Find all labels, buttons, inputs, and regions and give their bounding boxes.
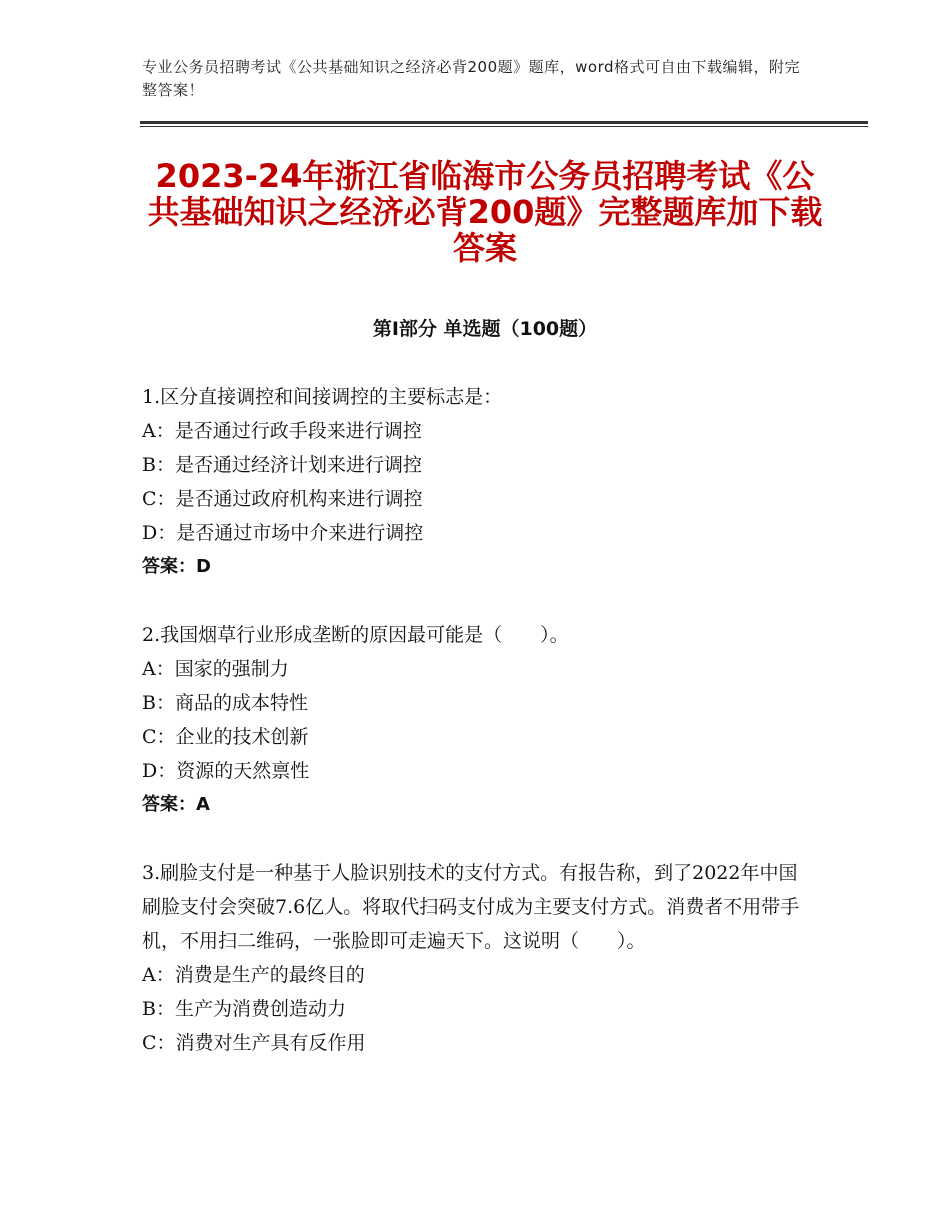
question-stem: 2.我国烟草行业形成垄断的原因最可能是（ ）。 bbox=[142, 624, 569, 646]
option-d: D：是否通过市场中介来进行调控 bbox=[142, 522, 424, 544]
question-list bbox=[142, 380, 802, 1094]
question-stem: 1.区分直接调控和间接调控的主要标志是： bbox=[142, 386, 503, 408]
question-stem: 3.刷脸支付是一种基于人脸识别技术的支付方式。有报告称，到了2022年中国刷脸支付会突破7.6亿人。将取代扫码支付成为主要支付方式。消费者不用带手机，不用扫二维码，一张脸即可走遍天下。这说明（ ）。 bbox=[142, 862, 800, 952]
option-a: A：是否通过行政手段来进行调控 bbox=[142, 420, 422, 442]
option-b: B：是否通过经济计划来进行调控 bbox=[142, 454, 422, 476]
section-heading: 第Ⅰ部分 单选题（100题） bbox=[372, 318, 598, 340]
option-b: B：生产为消费创造动力 bbox=[142, 998, 346, 1020]
option-b: B：商品的成本特性 bbox=[142, 692, 308, 714]
option-c: C：企业的技术创新 bbox=[142, 726, 309, 748]
question-3 bbox=[142, 856, 802, 1060]
header-note: 专业公务员招聘考试《公共基础知识之经济必背200题》题库，word格式可自由下载编辑，附完整答案！ bbox=[142, 58, 801, 99]
option-a: A：消费是生产的最终目的 bbox=[142, 964, 365, 986]
question-1 bbox=[142, 380, 802, 584]
header-rule-thick bbox=[140, 121, 868, 124]
option-d: D：资源的天然禀性 bbox=[142, 760, 310, 782]
option-a: A：国家的强制力 bbox=[142, 658, 289, 680]
option-c: C：是否通过政府机构来进行调控 bbox=[142, 488, 423, 510]
header-rule-thin bbox=[140, 126, 868, 127]
answer-line: 答案：D bbox=[142, 556, 211, 577]
document-title: 2023-24年浙江省临海市公务员招聘考试《公共基础知识之经济必背200题》完整题库加下载答案 bbox=[147, 157, 823, 267]
question-2 bbox=[142, 618, 802, 822]
option-c: C：消费对生产具有反作用 bbox=[142, 1032, 366, 1054]
answer-line: 答案：A bbox=[142, 794, 210, 815]
